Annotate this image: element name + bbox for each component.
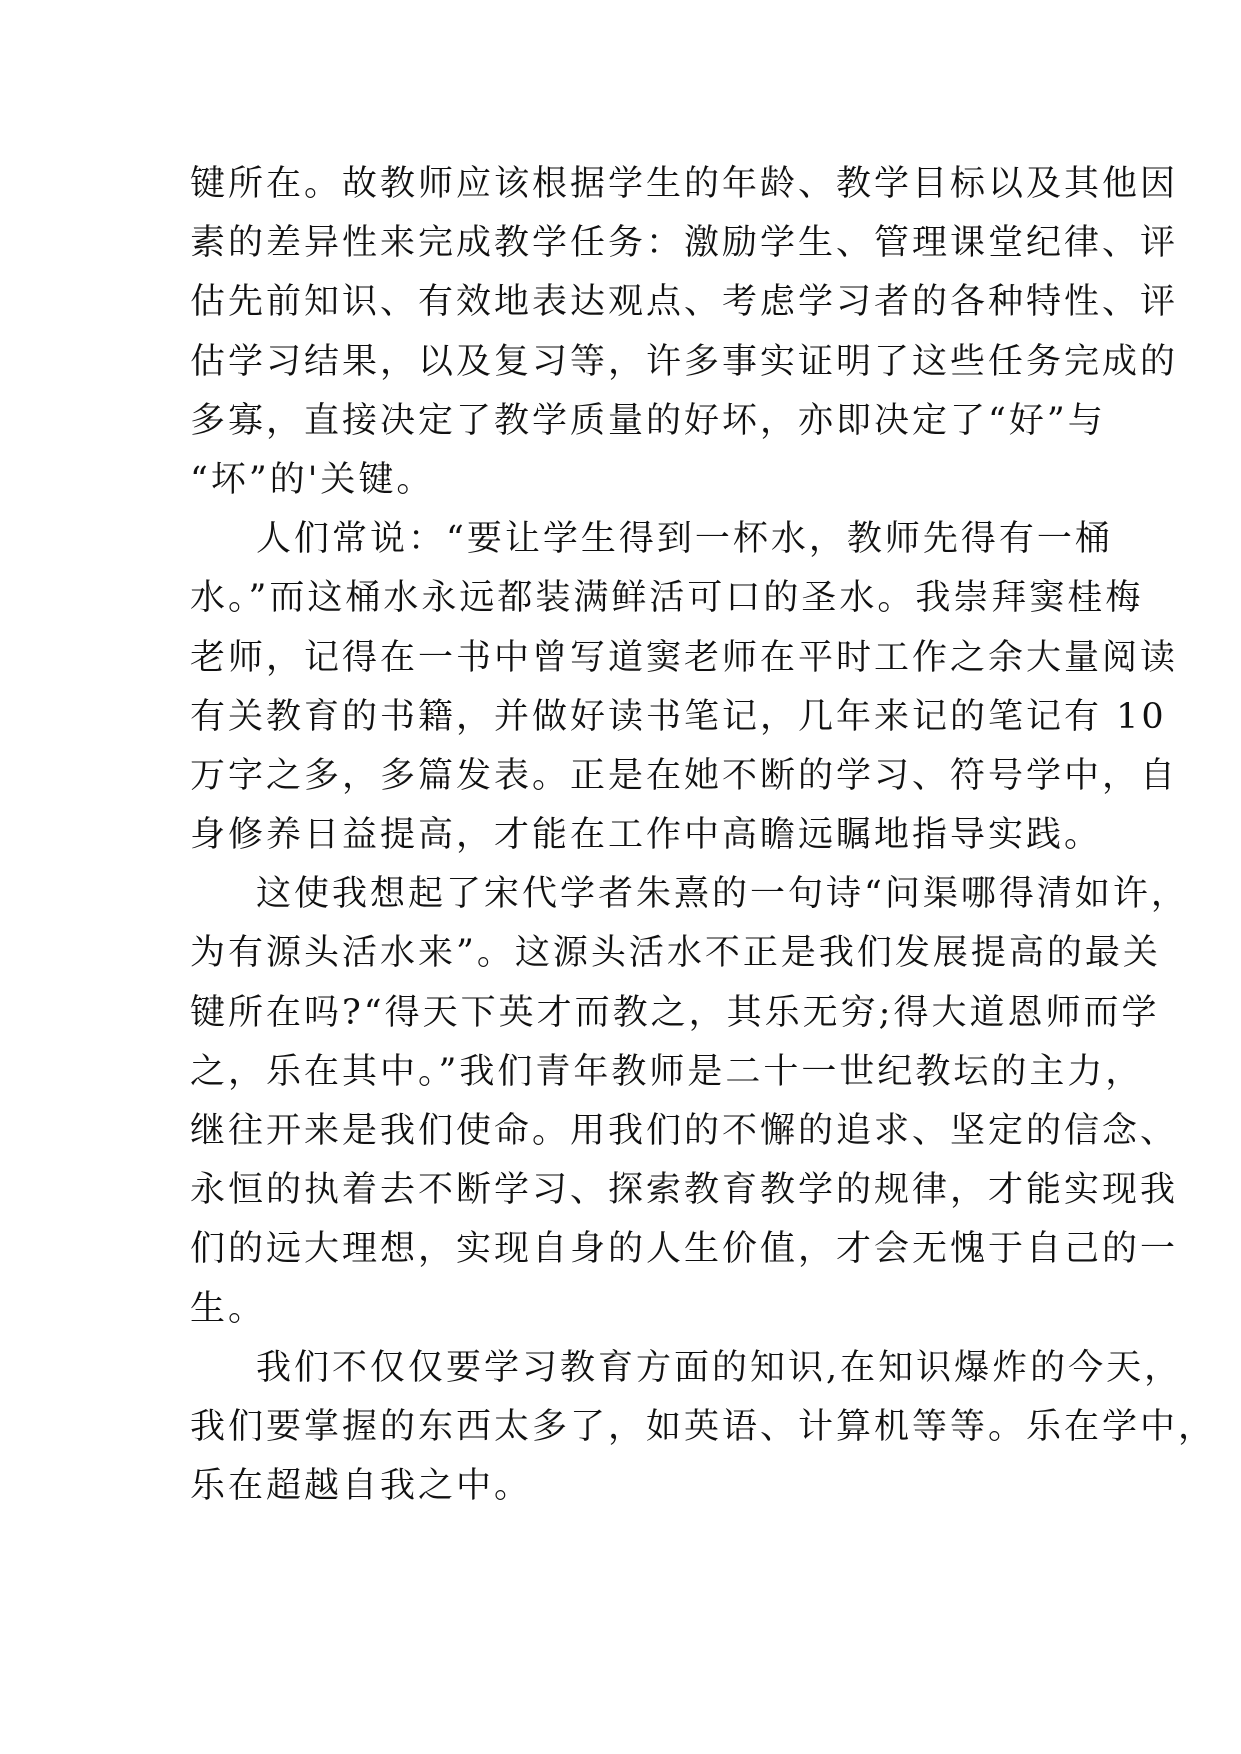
text-line: 万字之多，多篇发表。正是在她不断的学习、符号学中，自 (190, 755, 1179, 796)
text-line: 老师，记得在一书中曾写道窦老师在平时工作之余大量阅读 (190, 637, 1179, 678)
text-line: 们的远大理想，实现自身的人生价值，才会无愧于自己的一 (190, 1229, 1179, 1270)
text-line: 有关教育的书籍，并做好读书笔记，几年来记的笔记有 10 (190, 696, 1167, 737)
paragraph-first-line: 这使我想起了宋代学者朱熹的一句诗“问渠哪得清如许， (256, 874, 1189, 915)
text-line: 继往开来是我们使命。用我们的不懈的追求、坚定的信念、 (190, 1111, 1179, 1151)
paragraph-first-line: 我们不仅仅要学习教育方面的知识,在知识爆炸的今天， (256, 1347, 1183, 1388)
text-line: 永恒的执着去不断学习、探索教育教学的规律，才能实现我 (190, 1170, 1179, 1211)
text-line: 之，乐在其中。”我们青年教师是二十一世纪教坛的主力， (190, 1051, 1144, 1092)
text-line: 键所在。故教师应该根据学生的年龄、教学目标以及其他因 (190, 164, 1179, 204)
body-text (190, 155, 1217, 1516)
text-line: “坏”的'关键。 (190, 459, 435, 500)
text-line: 水。”而这桶水永远都装满鲜活可口的圣水。我崇拜窦桂梅 (190, 578, 1144, 619)
text-line: 键所在吗?“得天下英才而教之，其乐无穷;得大道恩师而学 (190, 992, 1160, 1033)
text-line: 多寡，直接决定了教学质量的好坏，亦即决定了“好”与 (190, 400, 1106, 441)
text-line: 乐在超越自我之中。 (190, 1466, 533, 1507)
paragraph-first-line: 人们常说：“要让学生得到一杯水，教师先得有一桶 (256, 519, 1113, 560)
text-line: 生。 (190, 1288, 267, 1329)
text-line: 我们要掌握的东西太多了，如英语、计算机等等。乐在学中， (190, 1406, 1217, 1447)
text-line: 为有源头活水来”。这源头活水不正是我们发展提高的最关 (190, 933, 1161, 974)
text-line: 估先前知识、有效地表达观点、考虑学习者的各种特性、评 (190, 282, 1179, 323)
text-line: 素的差异性来完成教学任务：激励学生、管理课堂纪律、评 (190, 223, 1179, 264)
text-line: 估学习结果，以及复习等，许多事实证明了这些任务完成的 (190, 341, 1179, 382)
text-line: 身修养日益提高，才能在工作中高瞻远瞩地指导实践。 (190, 815, 1103, 856)
